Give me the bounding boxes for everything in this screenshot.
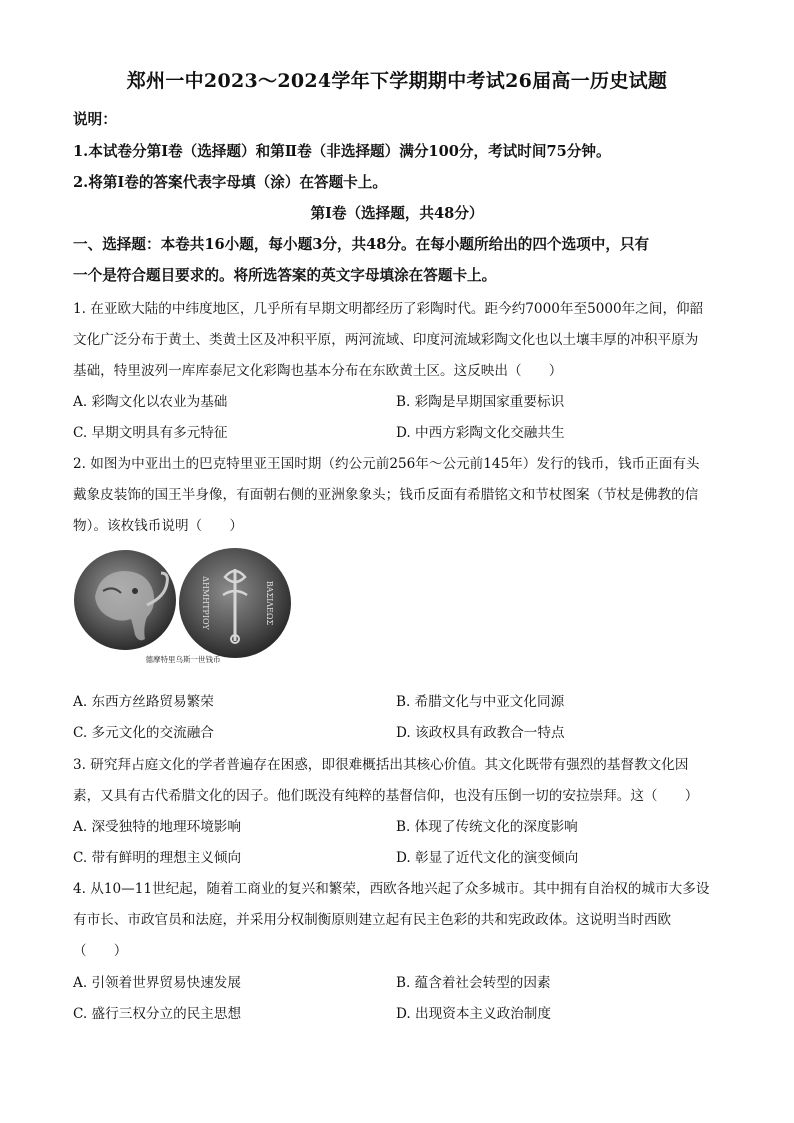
question-1-option-a: A. 彩陶文化以农业为基础 <box>73 394 228 410</box>
section-instruction-line-2: 一个是符合题目要求的。将所选答案的英文字母填涂在答题卡上。 <box>73 267 497 284</box>
coin-image <box>73 547 293 671</box>
question-4-stem-line-2: 有市长、市政官员和法庭，并采用分权制衡原则建立起有民主色彩的共和宪政政体。这说明当时西欧 <box>73 912 672 928</box>
question-4-stem-line-3: （ ） <box>73 943 128 959</box>
section-instruction-line-1: 一、选择题：本卷共16小题，每小题3分，共48分。在每小题所给出的四个选项中，只有 <box>73 236 650 253</box>
question-3-option-d: D. 彰显了近代文化的演变倾向 <box>396 850 579 866</box>
question-4-option-a: A. 引领着世界贸易快速发展 <box>73 975 241 991</box>
question-2-stem-line-2: 戴象皮装饰的国王半身像，有面朝右侧的亚洲象象头；钱币反面有希腊铭文和节杖图案（节杖是佛教的信 <box>73 487 699 503</box>
coin-caption: 德摩特里乌斯一世钱币 <box>145 655 221 664</box>
note-item-1: 1.本试卷分第Ⅰ卷（选择题）和第Ⅱ卷（非选择题）满分100分，考试时间75分钟。 <box>73 143 611 160</box>
coin-reverse-caduceus <box>179 548 291 658</box>
question-1-option-b: B. 彩陶是早期国家重要标识 <box>396 394 565 410</box>
question-3-stem-line-2: 素，又具有古代希腊文化的因子。他们既没有纯粹的基督信仰，也没有压倒一切的安拉崇拜。这（ ） <box>73 788 699 804</box>
notes-heading: 说明： <box>73 111 117 128</box>
question-2-option-a: A. 东西方丝路贸易繁荣 <box>73 694 214 710</box>
question-4-stem-line-1: 4. 从10—11世纪起，随着工商业的复兴和繁荣，西欧各地兴起了众多城市。其中拥有自治权的城市大多设 <box>73 881 710 897</box>
question-4-option-c: C. 盛行三权分立的民主思想 <box>73 1006 242 1022</box>
question-3-option-c: C. 带有鲜明的理想主义倾向 <box>73 850 242 866</box>
exam-title: 郑州一中2023～2024学年下学期期中考试26届高一历史试题 <box>126 70 668 92</box>
question-3-option-b: B. 体现了传统文化的深度影响 <box>396 819 578 835</box>
question-3-option-a: A. 深受独特的地理环境影响 <box>73 819 241 835</box>
question-1-stem-line-2: 文化广泛分布于黄土、类黄土区及冲积平原，两河流域、印度河流域彩陶文化也以土壤丰厚的冲积平原为 <box>73 332 699 348</box>
question-1-option-d: D. 中西方彩陶文化交融共生 <box>396 425 565 441</box>
question-2-option-b: B. 希腊文化与中亚文化同源 <box>396 694 565 710</box>
coin-inscription-left: ΔΗΜΗΤΡΙΟΥ <box>201 576 210 630</box>
question-4-option-d: D. 出现资本主义政治制度 <box>396 1006 551 1022</box>
coin-inscription-right: ΒΑΣΙΛΕΩΣ <box>265 580 274 626</box>
question-2-stem-line-3: 物）。该枚钱币说明（ ） <box>73 518 243 534</box>
question-1-option-c: C. 早期文明具有多元特征 <box>73 425 228 441</box>
question-1-stem-line-1: 1. 在亚欧大陆的中纬度地区，几乎所有早期文明都经历了彩陶时代。距今约7000年至5000年之间，仰韶 <box>73 301 704 317</box>
coin-obverse-elephant <box>74 550 176 650</box>
question-4-option-b: B. 蕴含着社会转型的因素 <box>396 975 551 991</box>
note-item-2: 2.将第Ⅰ卷的答案代表字母填（涂）在答题卡上。 <box>73 174 387 191</box>
question-2-option-c: C. 多元文化的交流融合 <box>73 725 214 741</box>
question-3-stem-line-1: 3. 研究拜占庭文化的学者普遍存在困惑，即很难概括出其核心价值。其文化既带有强烈的基督教文化因 <box>73 757 689 773</box>
question-1-stem-line-3: 基础，特里波列一库库泰尼文化彩陶也基本分布在东欧黄土区。这反映出（ ） <box>73 363 563 379</box>
question-2-stem-line-1: 2. 如图为中亚出土的巴克特里亚王国时期（约公元前256年～公元前145年）发行的钱币，钱币正面有头 <box>73 456 700 472</box>
question-2-option-d: D. 该政权具有政教合一特点 <box>396 725 565 741</box>
section-title: 第Ⅰ卷（选择题，共48分） <box>310 205 484 222</box>
